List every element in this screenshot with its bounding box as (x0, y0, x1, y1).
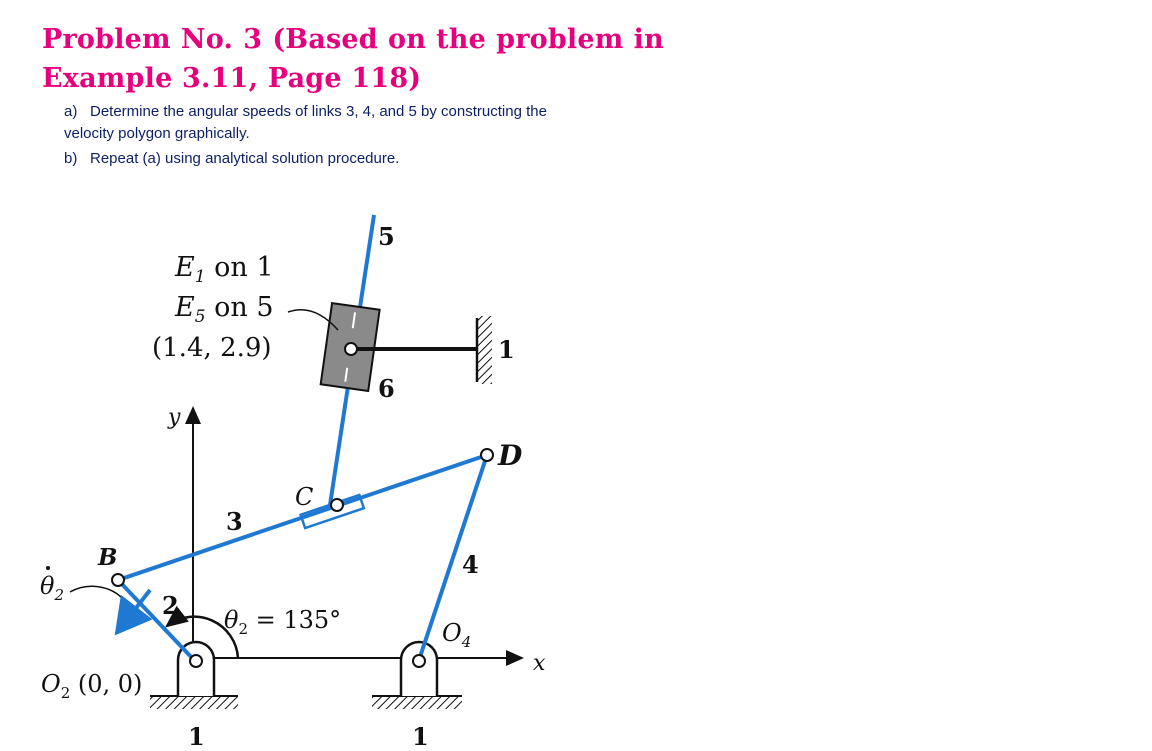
label-link-1-left: 1 (188, 722, 205, 751)
link-2 (118, 580, 194, 660)
item-label: a) (64, 103, 78, 120)
label-link-6: 6 (378, 374, 395, 403)
label-theta2-dot: $\theta_2$ (40, 572, 64, 604)
label-e5: $E_5$ on 5 (175, 292, 274, 327)
joint-o2 (190, 655, 202, 667)
label-link-2: 2 (162, 591, 179, 620)
label-link-5: 5 (378, 222, 395, 251)
joint-b (112, 574, 124, 586)
label-link-3: 3 (226, 507, 243, 536)
label-b: B (98, 544, 118, 571)
title-word: in (633, 24, 664, 55)
label-o4: $O_4$ (442, 619, 472, 651)
label-link-1-wall: 1 (498, 335, 515, 364)
title-word: problem (496, 24, 624, 55)
label-c: C (295, 483, 314, 511)
theta2-dot-mark (46, 566, 50, 570)
joint-d (481, 449, 493, 461)
label-y-axis: y (168, 405, 181, 430)
label-d: D (498, 439, 523, 472)
title-word: No. (180, 24, 234, 55)
label-x-axis: x (533, 651, 546, 676)
joint-e (345, 343, 357, 355)
title-word: on (387, 24, 427, 55)
ground-hatch-right (372, 697, 462, 709)
item-text: Repeat (a) using analytical solution procedure. (90, 150, 400, 167)
joint-c (331, 499, 343, 511)
title-word: Problem (42, 24, 171, 55)
joint-o4 (413, 655, 425, 667)
label-o2: $O_2$ (0, 0) (41, 670, 143, 702)
title-word: the (436, 24, 487, 55)
theta2-dot-leader (70, 586, 122, 598)
ground-pivot-o4 (401, 642, 437, 696)
wall-hatch (478, 316, 492, 384)
problem-title-line2: Example 3.11, Page 118) (42, 63, 422, 94)
label-e1: $E_1$ on 1 (175, 252, 274, 287)
label-link-4: 4 (462, 550, 479, 579)
label-coords: (1.4, 2.9) (152, 333, 272, 363)
item-text-continued: velocity polygon graphically. (64, 125, 250, 142)
item-label: b) (64, 150, 78, 167)
ground-hatch-left (150, 697, 238, 709)
item-text: Determine the angular speeds of links 3, 4, and 5 by constructing the (90, 103, 547, 120)
title-word: 3 (243, 24, 263, 55)
label-link-1-right: 1 (412, 722, 429, 751)
label-theta2-angle: $\theta_2 = 135^\circ$ (224, 606, 342, 638)
title-word: (Based (272, 24, 378, 55)
